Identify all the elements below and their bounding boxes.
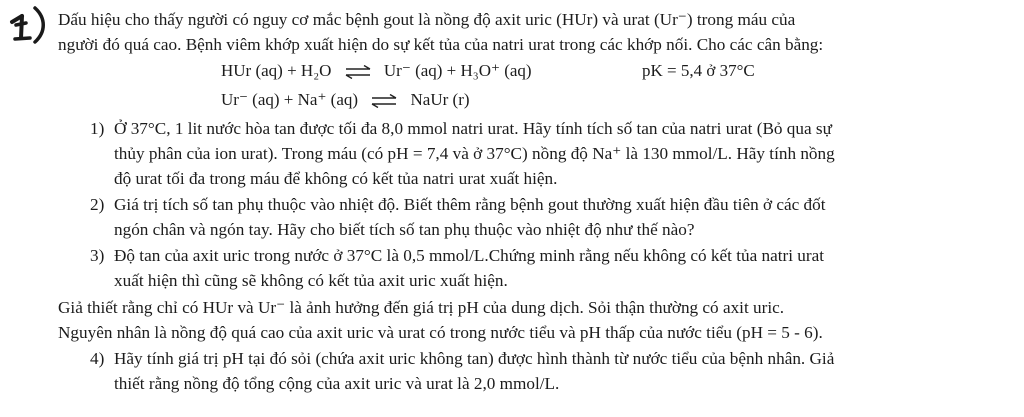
- question-3-label: 3): [90, 246, 105, 265]
- intro-line-1: Dấu hiệu cho thấy người có nguy cơ mắc bệnh gout là nồng độ axit uric (HUr) và urat (Ur⁻) trong máu của: [58, 10, 796, 29]
- question-1-text-1: Ở 37°C, 1 lit nước hòa tan được tối đa 8,0 mmol natri urat. Hãy tính tích số tan của natri urat (Bỏ qua sự: [114, 119, 832, 138]
- eq2-reactants: Ur⁻ (aq) + Na⁺ (aq): [221, 90, 359, 109]
- eq2-products: NaUr (r): [410, 90, 470, 109]
- question-2-line-2: ngón chân và ngón tay. Hãy cho biết tích số tan phụ thuộc vào nhiệt độ như thế nào?: [114, 220, 695, 239]
- handwritten-problem-number: [6, 2, 50, 50]
- question-2-line-1: [90, 194, 826, 216]
- question-3-line-1: [90, 245, 824, 267]
- question-1-line-2: thủy phân của ion urat). Trong máu (có pH = 7,4 và ở 37°C) nồng độ Na⁺ là 130 mmol/L. Hãy tính nồng: [114, 144, 835, 163]
- question-4-line-2: thiết rằng nồng độ tổng cộng của axit uric và urat là 2,0 mmol/L.: [114, 374, 560, 393]
- equilibrium-2: [221, 89, 470, 111]
- eq1-condition: pK = 5,4 ở 37°C: [642, 61, 755, 80]
- question-2-label: 2): [90, 195, 105, 214]
- question-1-label: 1): [90, 119, 105, 138]
- equilibrium-arrows-icon: [370, 94, 398, 108]
- equilibrium-arrows-icon: [344, 65, 372, 79]
- context-line-1: Giả thiết rằng chỉ có HUr và Ur⁻ là ảnh hưởng đến giá trị pH của dung dịch. Sỏi thận thường có axit uric.: [58, 298, 785, 317]
- equilibrium-1: [221, 60, 532, 82]
- question-3-line-2: xuất hiện thì cũng sẽ không có kết tủa axit uric xuất hiện.: [114, 271, 508, 290]
- intro-line-2: người đó quá cao. Bệnh viêm khớp xuất hiện do sự kết tủa của natri urat trong các khớp nối. Cho các cân bằng:: [58, 35, 824, 54]
- question-4-line-1: [90, 348, 834, 370]
- context-line-2: Nguyên nhân là nồng độ quá cao của axit uric và urat có trong nước tiểu và pH thấp của nước tiểu (pH = 5 - 6).: [58, 323, 823, 342]
- question-2-text-1: Giá trị tích số tan phụ thuộc vào nhiệt độ. Biết thêm rằng bệnh gout thường xuất hiện đầu tiên ở các đốt: [114, 195, 826, 214]
- question-3-text-1: Độ tan của axit uric trong nước ở 37°C là 0,5 mmol/L.Chứng minh rằng nếu không có kết tủa natri urat: [114, 246, 825, 265]
- question-1-line-3: độ urat tối đa trong máu để không có kết tủa natri urat xuất hiện.: [114, 169, 558, 188]
- eq1-products: Ur⁻ (aq) + H₃O⁺ (aq): [383, 61, 532, 80]
- question-4-text-1: Hãy tính giá trị pH tại đó sỏi (chứa axit uric không tan) được hình thành từ nước tiểu của bệnh nhân. Giả: [114, 349, 835, 368]
- eq1-reactants: HUr (aq) + H₂O: [221, 61, 332, 80]
- question-4-label: 4): [90, 349, 105, 368]
- question-1-line-1: [90, 118, 832, 140]
